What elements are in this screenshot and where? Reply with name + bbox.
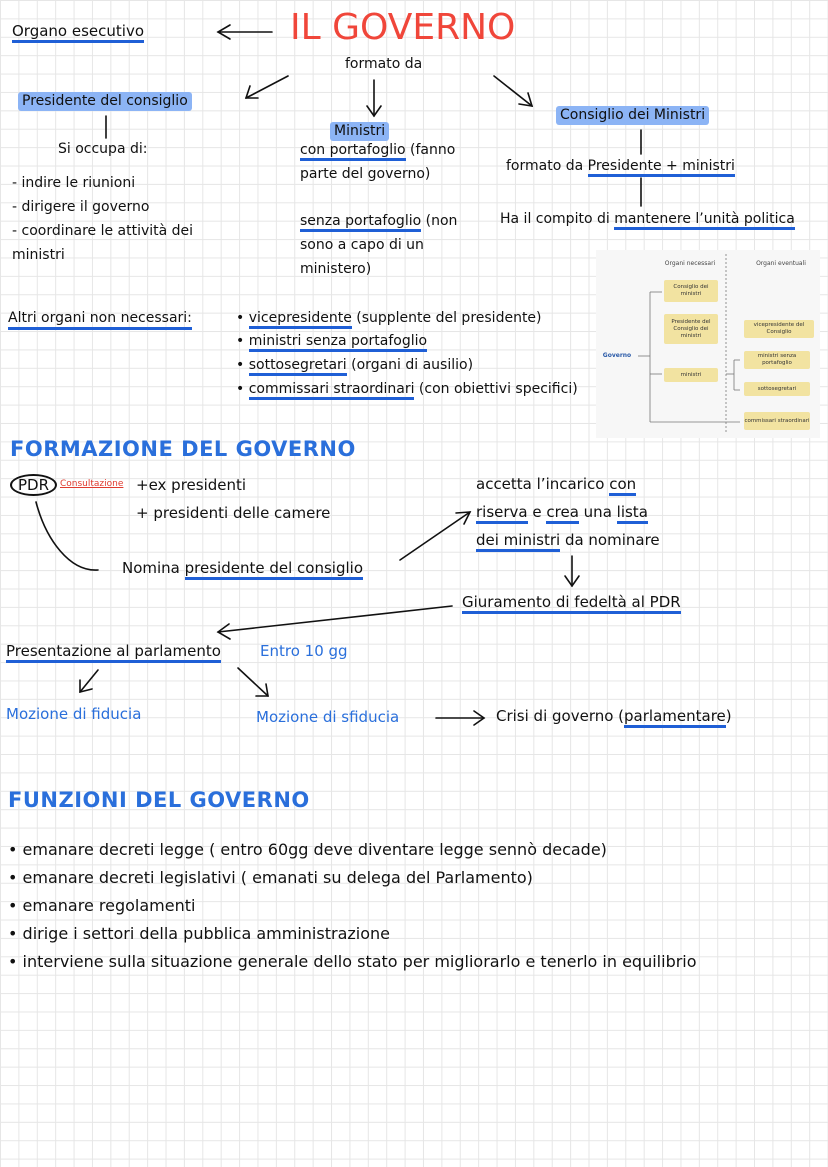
crisi-term: parlamentare — [624, 707, 726, 728]
nomina-line — [122, 559, 363, 577]
diagram-lines — [596, 250, 820, 438]
giuramento-label: Giuramento di fedeltà al PDR — [462, 593, 681, 614]
diagram-nec-3: ministri — [664, 368, 718, 382]
funzioni-item-4: • dirige i settori della pubblica amministrazione — [8, 924, 390, 943]
accetta-pre: accetta l’incarico — [476, 475, 610, 493]
altri-item-3-desc: (organi di ausilio) — [346, 357, 474, 373]
nomina-term: presidente del consiglio — [185, 559, 363, 580]
senza-line2: sono a capo di un — [300, 237, 424, 253]
funzioni-title: FUNZIONI DEL GOVERNO — [8, 788, 310, 812]
altri-organi-label: Altri organi non necessari: — [8, 310, 192, 330]
nomina-pre: Nomina — [122, 559, 185, 577]
mozione-fiducia: Mozione di fiducia — [6, 705, 142, 723]
mozione-sfiducia: Mozione di sfiducia — [256, 708, 400, 726]
altri-item-1: • vicepresidente (supplente del presidente) — [236, 310, 542, 327]
consiglio-compito-pre: Ha il compito di — [500, 211, 615, 227]
altri-item-4: • commissari straordinari (con obiettivi specifici) — [236, 381, 578, 398]
crea-term: crea — [546, 503, 579, 524]
si-occupa-label: Si occupa di: — [58, 141, 148, 157]
altri-item-4-desc: (con obiettivi specifici) — [414, 381, 578, 397]
formazione-title: FORMAZIONE DEL GOVERNO — [10, 437, 356, 461]
diagram-nec-1: Consiglio dei ministri — [664, 280, 718, 302]
dei-ministri-line — [476, 531, 660, 549]
senza-portafoglio-desc: (non — [421, 213, 458, 229]
presidente-item-3: - coordinare le attività dei — [12, 223, 194, 239]
presidenti-camere: + presidenti delle camere — [136, 504, 331, 522]
presidente-item-2: - dirigere il governo — [12, 199, 150, 215]
funzioni-item-2: • emanare decreti legislativi ( emanati su delega del Parlamento) — [8, 868, 533, 887]
presidente-item-1: - indire le riunioni — [12, 175, 136, 191]
diagram-eve-4: commissari straordinari — [744, 412, 810, 430]
diagram-eve-1: vicepresidente del Consiglio — [744, 320, 814, 338]
organi-diagram-image — [596, 250, 820, 438]
riserva-e: e — [527, 503, 547, 521]
formato-da-label: formato da — [345, 56, 423, 72]
consiglio-compito-term: mantenere l’unità politica — [614, 211, 795, 230]
funzioni-item-3: • emanare regolamenti — [8, 896, 196, 915]
diagram-eve-3: sottosegretari — [744, 382, 810, 396]
lista-term: lista — [617, 503, 648, 524]
diagram-col2: Organi eventuali — [756, 260, 806, 267]
consiglio-formato-pre: formato da — [506, 158, 588, 174]
riserva-line — [476, 503, 648, 521]
da-nominare: da nominare — [560, 531, 660, 549]
accetta-con: con — [609, 475, 636, 496]
dei-ministri-term: dei ministri — [476, 531, 560, 552]
senza-portafoglio-term: senza portafoglio — [300, 213, 421, 232]
presentazione-label: Presentazione al parlamento — [6, 642, 221, 663]
consiglio-formato-term: Presidente + ministri — [588, 158, 735, 177]
funzioni-item-1-text: emanare decreti legge ( entro 60gg deve diventare legge sennò decade) — [22, 840, 607, 859]
altri-item-2-term: ministri senza portafoglio — [249, 333, 427, 352]
funzioni-item-5: • interviene sulla situazione generale dello stato per migliorarlo e tenerlo in equilibrio — [8, 952, 697, 971]
altri-item-4-term: commissari straordinari — [249, 381, 415, 400]
con-portafoglio-term: con portafoglio — [300, 142, 406, 161]
diagram-root: Governo — [602, 352, 632, 359]
altri-item-1-term: vicepresidente — [249, 310, 352, 329]
con-portafoglio-desc: (fanno — [405, 142, 456, 158]
con-portafoglio-line2: parte del governo) — [300, 166, 431, 182]
altri-item-1-desc: (supplente del presidente) — [351, 310, 542, 326]
page-title: IL GOVERNO — [290, 7, 516, 48]
ex-presidenti: +ex presidenti — [136, 476, 247, 494]
crisi-pre: Crisi di governo ( — [496, 707, 625, 725]
senza-portafoglio-line — [300, 213, 457, 230]
consiglio-compito — [500, 211, 795, 228]
ministri-label: Ministri — [330, 122, 389, 141]
riserva-una: una — [578, 503, 617, 521]
organo-esecutivo-label: Organo esecutivo — [12, 22, 144, 43]
altri-item-3-term: sottosegretari — [249, 357, 347, 376]
funzioni-item-5-text: interviene sulla situazione generale dello stato per migliorarlo e tenerlo in equilibrio — [22, 952, 697, 971]
crisi-post: ) — [725, 707, 732, 725]
senza-line3: ministero) — [300, 261, 372, 277]
presidente-item-4: ministri — [12, 247, 65, 263]
presidente-label: Presidente del consiglio — [18, 92, 192, 111]
funzioni-item-4-text: dirige i settori della pubblica amministrazione — [22, 924, 390, 943]
pdr-circle: PDR — [10, 474, 57, 496]
funzioni-item-1: • emanare decreti legge ( entro 60gg deve diventare legge sennò decade) — [8, 840, 607, 859]
consiglio-label: Consiglio dei Ministri — [556, 106, 709, 125]
consiglio-formato — [506, 158, 735, 175]
crisi-governo — [496, 707, 732, 725]
funzioni-item-3-text: emanare regolamenti — [22, 896, 196, 915]
funzioni-item-2-text: emanare decreti legislativi ( emanati su delega del Parlamento) — [22, 868, 533, 887]
entro-10-gg: Entro 10 gg — [260, 642, 348, 660]
con-portafoglio-line — [300, 142, 455, 159]
diagram-eve-2: ministri senza portafoglio — [744, 351, 810, 369]
riserva-term: riserva — [476, 503, 528, 524]
accetta-line — [476, 475, 636, 493]
altri-item-2: • ministri senza portafoglio — [236, 333, 427, 350]
consultazione-note: Consultazione — [60, 479, 124, 489]
diagram-nec-2: Presidente del Consiglio dei ministri — [664, 314, 718, 344]
diagram-col1: Organi necessari — [664, 260, 716, 267]
altri-item-3: • sottosegretari (organi di ausilio) — [236, 357, 473, 374]
